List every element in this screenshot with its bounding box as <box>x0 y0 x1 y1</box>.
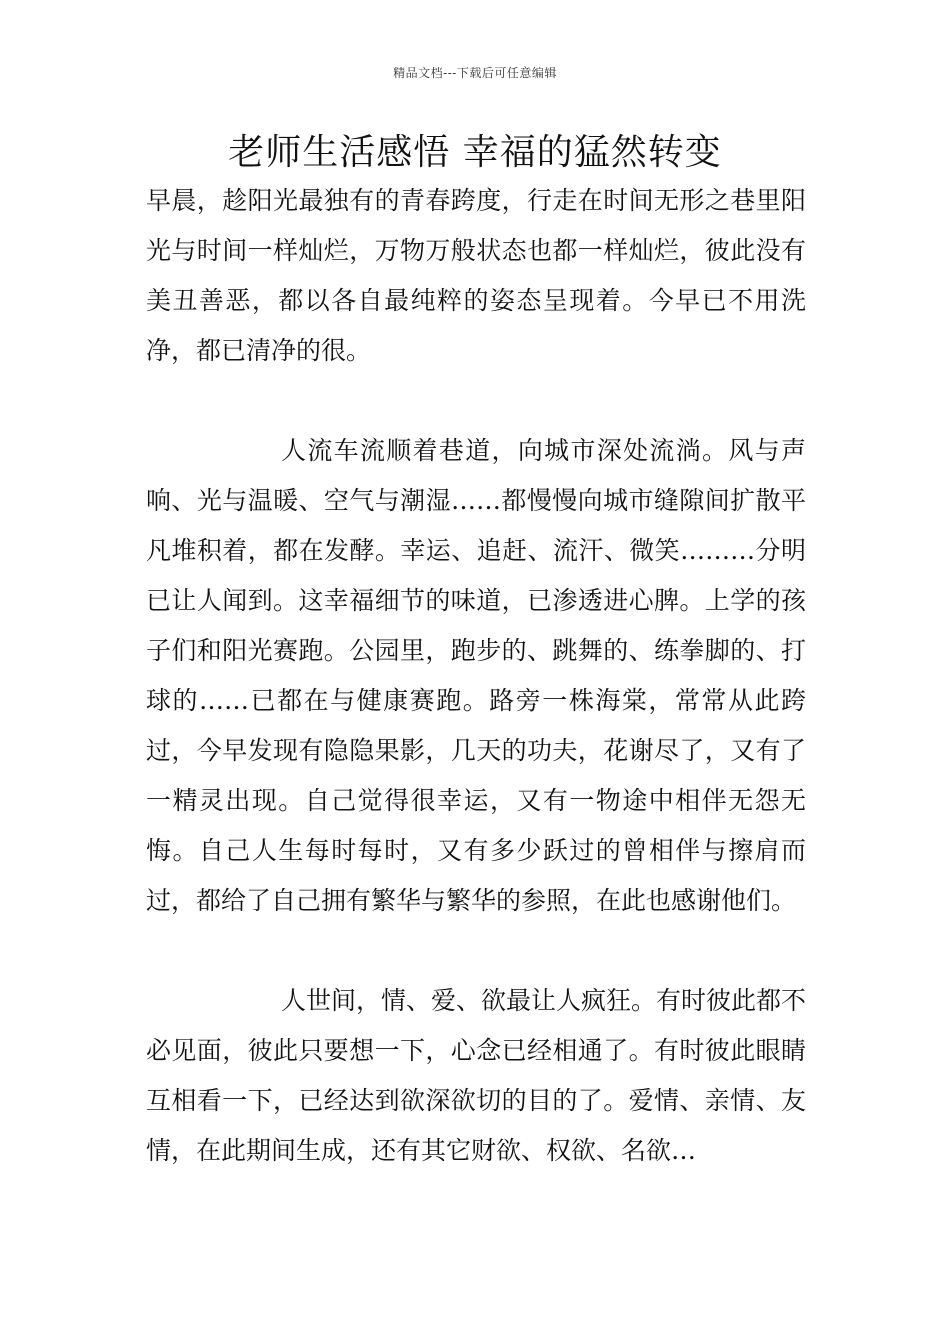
document-title: 老师生活感悟 幸福的猛然转变 <box>228 132 722 173</box>
paragraph-2: 人流车流顺着巷道，向城市深处流淌。风与声响、光与温暖、空气与潮湿……都慢慢向城市缝隙间扩散平凡堆积着，都在发酵。幸运、追赶、流汗、微笑………分明已让人闻到。这幸福细节的味道，已渗透进心脾。上学的孩子们和阳光赛跑。公园里，跑步的、跳舞的、练拳脚的、打球的……已都在与健康赛跑。路旁一株海棠，常常从此跨过，今早发现有隐隐果影，几天的功夫，花谢尽了，又有了一精灵出现。自己觉得很幸运，又有一物途中相伴无怨无悔。自己人生每时每时，又有多少跃过的曾相伴与擦肩而过，都给了自己拥有繁华与繁华的参照，在此也感谢他们。 <box>146 436 806 915</box>
header-watermark: 精品文档---下载后可任意编辑 <box>393 66 557 80</box>
paragraph-gap <box>146 376 806 426</box>
paragraph-3: 人世间，情、爱、欲最让人疯狂。有时彼此都不必见面，彼此只要想一下，心念已经相通了。有时彼此眼睛互相看一下，已经达到欲深欲切的目的了。爱情、亲情、友情，在此期间生成，还有其它财欲、权欲、名欲… <box>146 986 807 1165</box>
paragraph-1: 早晨，趁阳光最独有的青春跨度，行走在时间无形之巷里阳光与时间一样灿烂，万物万般状态也都一样灿烂，彼此没有美丑善恶，都以各自最纯粹的姿态呈现着。今早已不用洗净，都已清净的很。 <box>146 186 806 365</box>
paragraph-gap <box>146 926 806 976</box>
document-body <box>146 176 806 1176</box>
